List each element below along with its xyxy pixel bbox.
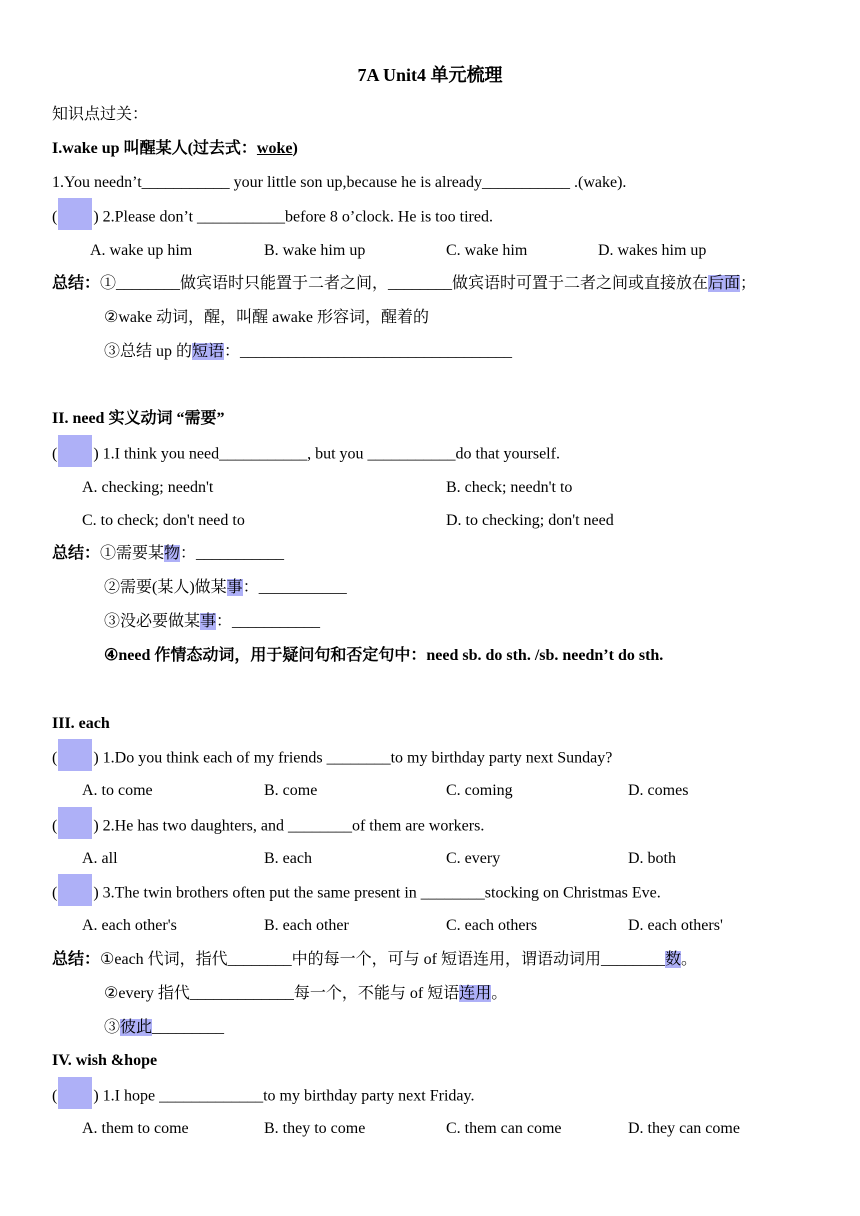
s3-q2-option-a: A. all <box>82 850 118 867</box>
s2-option-b: B. check; needn't to <box>446 479 573 496</box>
s1-summary-1-text: ①________做宾语时只能置于二者之间，________做宾语时可置于二者之间或直接放在 <box>100 275 709 292</box>
s2-option-c: C. to check; don't need to <box>82 512 245 529</box>
s3-q3-option-a: A. each other's <box>82 917 177 934</box>
summary-label: 总结： <box>52 951 101 968</box>
s1-question-1: 1.You needn’t___________ your little son up,because he is already___________ .(wake). <box>52 174 627 191</box>
s4-q1-option-c: C. them can come <box>446 1120 562 1137</box>
s3-q2-option-b: B. each <box>264 850 312 867</box>
s3-question-3 <box>52 882 661 906</box>
intro-label: 知识点过关： <box>52 106 149 123</box>
s3-q3-option-d: D. each others' <box>628 917 723 934</box>
s3-summary-2 <box>104 984 507 1004</box>
summary-label: 总结： <box>52 275 101 292</box>
s2-option-d: D. to checking; don't need <box>446 512 614 529</box>
answer-box[interactable] <box>58 807 92 839</box>
s3-q1-option-c: C. coming <box>446 782 513 799</box>
section-4-heading: IV. wish &hope <box>52 1052 158 1069</box>
s3-q3-option-b: B. each other <box>264 917 349 934</box>
s1-summary-3-text: ③总结 up 的 <box>104 343 193 360</box>
highlight: 物 <box>164 545 181 562</box>
s2-summary-3-text: ③没必要做某 <box>104 613 201 630</box>
answer-box[interactable] <box>58 874 92 906</box>
highlight: 彼此 <box>120 1019 153 1036</box>
s2-summary-3 <box>104 612 320 632</box>
s1-question-2 <box>52 206 493 230</box>
s2-summary-2-blank: ：___________ <box>242 579 347 596</box>
highlight: 短语 <box>192 343 225 360</box>
s3-q1-option-b: B. come <box>264 782 318 799</box>
s3-summary-3-num: ③ <box>104 1019 121 1036</box>
s2-summary-3-blank: ：___________ <box>216 613 321 630</box>
s3-question-1-text: ) 1.Do you think each of my friends ________to my birthday party next Sunday? <box>93 749 613 767</box>
s4-question-1 <box>52 1085 474 1109</box>
s1-summary-3 <box>104 342 512 362</box>
s3-question-2-text: ) 2.He has two daughters, and ________of them are workers. <box>93 817 485 835</box>
highlight: 连用 <box>459 985 492 1002</box>
s4-q1-option-a: A. them to come <box>82 1120 189 1137</box>
s1-question-2-text: ) 2.Please don’t ___________before 8 o’clock. He is too tired. <box>93 208 493 226</box>
answer-box[interactable] <box>58 739 92 771</box>
s3-q2-option-c: C. every <box>446 850 501 867</box>
page-title: 7A Unit4 单元梳理 <box>357 65 503 85</box>
highlight: 后面 <box>708 275 741 292</box>
s3-summary-3 <box>104 1018 224 1038</box>
s2-summary-2 <box>104 578 347 598</box>
answer-box[interactable] <box>58 198 92 230</box>
s2-summary-1 <box>52 544 284 564</box>
section-1-heading-word: woke <box>256 140 293 157</box>
paren-open: ( <box>52 817 58 835</box>
s1-summary-1-end: ； <box>740 275 757 292</box>
highlight: 事 <box>226 579 243 596</box>
section-3-heading: III. each <box>52 715 110 732</box>
s2-summary-4: ④need 作情态动词，用于疑问句和否定句中：need sb. do sth. /sb. needn’t do sth. <box>104 647 664 664</box>
s4-q1-option-d: D. they can come <box>628 1120 740 1137</box>
s3-summary-1 <box>52 950 697 970</box>
s2-summary-1-blank: ：___________ <box>180 545 285 562</box>
s2-option-a: A. checking; needn't <box>82 479 214 496</box>
s1-summary-3-blank: ：__________________________________ <box>224 343 513 360</box>
highlight: 事 <box>200 613 217 630</box>
s2-summary-1-text: ①需要某 <box>100 545 165 562</box>
s2-question-1 <box>52 443 560 467</box>
answer-box[interactable] <box>58 435 92 467</box>
paren-open: ( <box>52 1087 58 1105</box>
paren-open: ( <box>52 445 58 463</box>
answer-box[interactable] <box>58 1077 92 1109</box>
s3-summary-2-end: 。 <box>491 985 508 1002</box>
s2-summary-2-text: ②需要(某人)做某 <box>104 579 227 596</box>
s3-q1-option-d: D. comes <box>628 782 689 799</box>
s1-q2-option-d: D. wakes him up <box>598 242 707 259</box>
s3-summary-1-text: ①each 代词，指代________中的每一个，可与 of 短语连用，谓语动词用________ <box>100 951 665 968</box>
s3-question-2 <box>52 815 484 839</box>
paren-open: ( <box>52 749 58 767</box>
paren-open: ( <box>52 208 58 226</box>
section-1-heading-prefix: I.wake up 叫醒某人(过去式： <box>52 140 257 157</box>
s1-q2-option-c: C. wake him <box>446 242 528 259</box>
s3-question-3-text: ) 3.The twin brothers often put the same present in ________stocking on Christmas Eve. <box>93 884 661 902</box>
s1-q2-option-b: B. wake him up <box>264 242 366 259</box>
s3-question-1 <box>52 747 612 771</box>
section-1-heading <box>52 139 298 159</box>
section-1-heading-suffix: ) <box>292 140 298 157</box>
s1-summary-1 <box>52 274 756 294</box>
s3-summary-3-blank: _________ <box>152 1019 225 1036</box>
s3-summary-1-end: 。 <box>681 951 698 968</box>
section-2-heading: II. need 实义动词 “需要” <box>52 410 225 427</box>
s1-q2-option-a: A. wake up him <box>90 242 193 259</box>
s3-q3-option-c: C. each others <box>446 917 538 934</box>
summary-label: 总结： <box>52 545 101 562</box>
s4-question-1-text: ) 1.I hope _____________to my birthday party next Friday. <box>93 1087 475 1105</box>
s3-summary-2-text: ②every 指代_____________每一个，不能与 of 短语 <box>104 985 460 1002</box>
s3-q1-option-a: A. to come <box>82 782 153 799</box>
s4-q1-option-b: B. they to come <box>264 1120 366 1137</box>
highlight: 数 <box>665 951 682 968</box>
s2-question-1-text: ) 1.I think you need___________, but you ___________do that yourself. <box>93 445 560 463</box>
s1-summary-2: ②wake 动词，醒，叫醒 awake 形容词，醒着的 <box>104 309 429 326</box>
s3-q2-option-d: D. both <box>628 850 676 867</box>
paren-open: ( <box>52 884 58 902</box>
